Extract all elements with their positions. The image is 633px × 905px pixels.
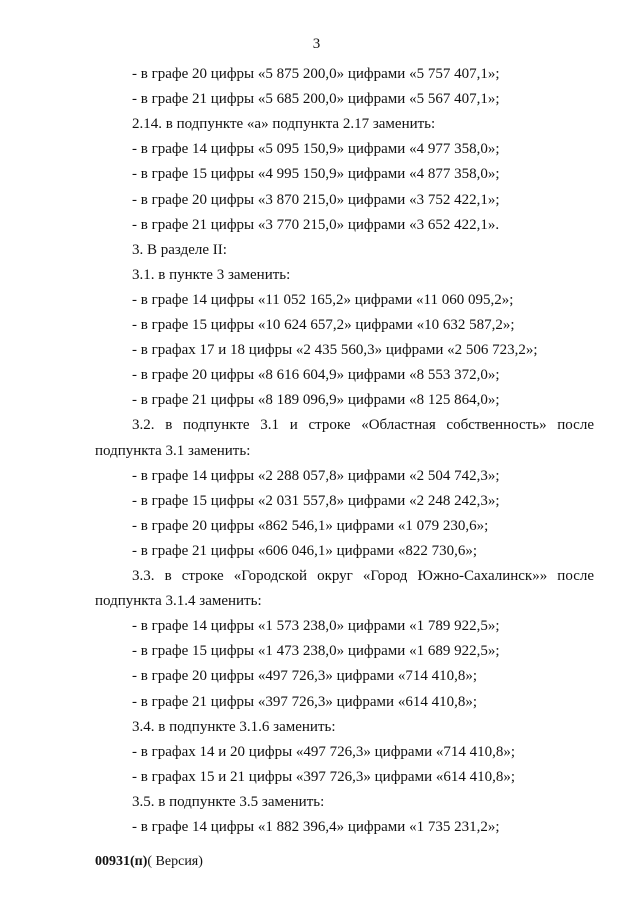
list-item: - в графе 20 цифры «862 546,1» цифрами «1 079 230,6»; xyxy=(132,518,489,534)
section-heading: 3.2. в подпункте 3.1 и строке «Областная собственность» после xyxy=(132,417,594,433)
section-heading: 3.1. в пункте 3 заменить: xyxy=(132,267,291,283)
document-footer xyxy=(95,854,203,870)
list-item: - в графе 14 цифры «11 052 165,2» цифрами «11 060 095,2»; xyxy=(132,292,514,308)
list-item: - в графах 14 и 20 цифры «497 726,3» цифрами «714 410,8»; xyxy=(132,744,516,760)
list-item: - в графе 14 цифры «1 573 238,0» цифрами «1 789 922,5»; xyxy=(132,618,500,634)
list-item: - в графе 15 цифры «4 995 150,9» цифрами «4 877 358,0»; xyxy=(132,166,500,182)
section-heading: 2.14. в подпункте «а» подпункта 2.17 заменить: xyxy=(132,116,436,132)
list-item: - в графе 20 цифры «497 726,3» цифрами «714 410,8»; xyxy=(132,668,477,684)
list-item: - в графе 21 цифры «8 189 096,9» цифрами «8 125 864,0»; xyxy=(132,392,500,408)
paragraph-continuation: подпункта 3.1.4 заменить: xyxy=(95,593,262,609)
list-item: - в графах 17 и 18 цифры «2 435 560,3» цифрами «2 506 723,2»; xyxy=(132,342,538,358)
list-item: - в графе 21 цифры «3 770 215,0» цифрами «3 652 422,1». xyxy=(132,217,500,233)
list-item: - в графе 21 цифры «5 685 200,0» цифрами «5 567 407,1»; xyxy=(132,91,500,107)
list-item: - в графе 21 цифры «397 726,3» цифрами «614 410,8»; xyxy=(132,694,477,710)
list-item: - в графе 14 цифры «1 882 396,4» цифрами «1 735 231,2»; xyxy=(132,819,500,835)
list-item: - в графе 20 цифры «3 870 215,0» цифрами «3 752 422,1»; xyxy=(132,192,500,208)
page-number: 3 xyxy=(312,36,321,52)
list-item: - в графе 14 цифры «5 095 150,9» цифрами «4 977 358,0»; xyxy=(132,141,500,157)
list-item: - в графах 15 и 21 цифры «397 726,3» цифрами «614 410,8»; xyxy=(132,769,516,785)
document-version: ( Версия) xyxy=(147,854,203,869)
section-heading: 3. В разделе II: xyxy=(132,242,227,258)
document-code: 00931(п) xyxy=(95,854,148,869)
list-item: - в графе 15 цифры «10 624 657,2» цифрами «10 632 587,2»; xyxy=(132,317,515,333)
paragraph-continuation: подпункта 3.1 заменить: xyxy=(95,443,251,459)
section-heading: 3.3. в строке «Городской округ «Город Южно-Сахалинск»» после xyxy=(132,568,594,584)
list-item: - в графе 20 цифры «5 875 200,0» цифрами «5 757 407,1»; xyxy=(132,66,500,82)
list-item: - в графе 21 цифры «606 046,1» цифрами «822 730,6»; xyxy=(132,543,477,559)
list-item: - в графе 15 цифры «2 031 557,8» цифрами «2 248 242,3»; xyxy=(132,493,500,509)
list-item: - в графе 14 цифры «2 288 057,8» цифрами «2 504 742,3»; xyxy=(132,468,500,484)
list-item: - в графе 15 цифры «1 473 238,0» цифрами «1 689 922,5»; xyxy=(132,643,500,659)
section-heading: 3.5. в подпункте 3.5 заменить: xyxy=(132,794,325,810)
list-item: - в графе 20 цифры «8 616 604,9» цифрами «8 553 372,0»; xyxy=(132,367,500,383)
section-heading: 3.4. в подпункте 3.1.6 заменить: xyxy=(132,719,336,735)
